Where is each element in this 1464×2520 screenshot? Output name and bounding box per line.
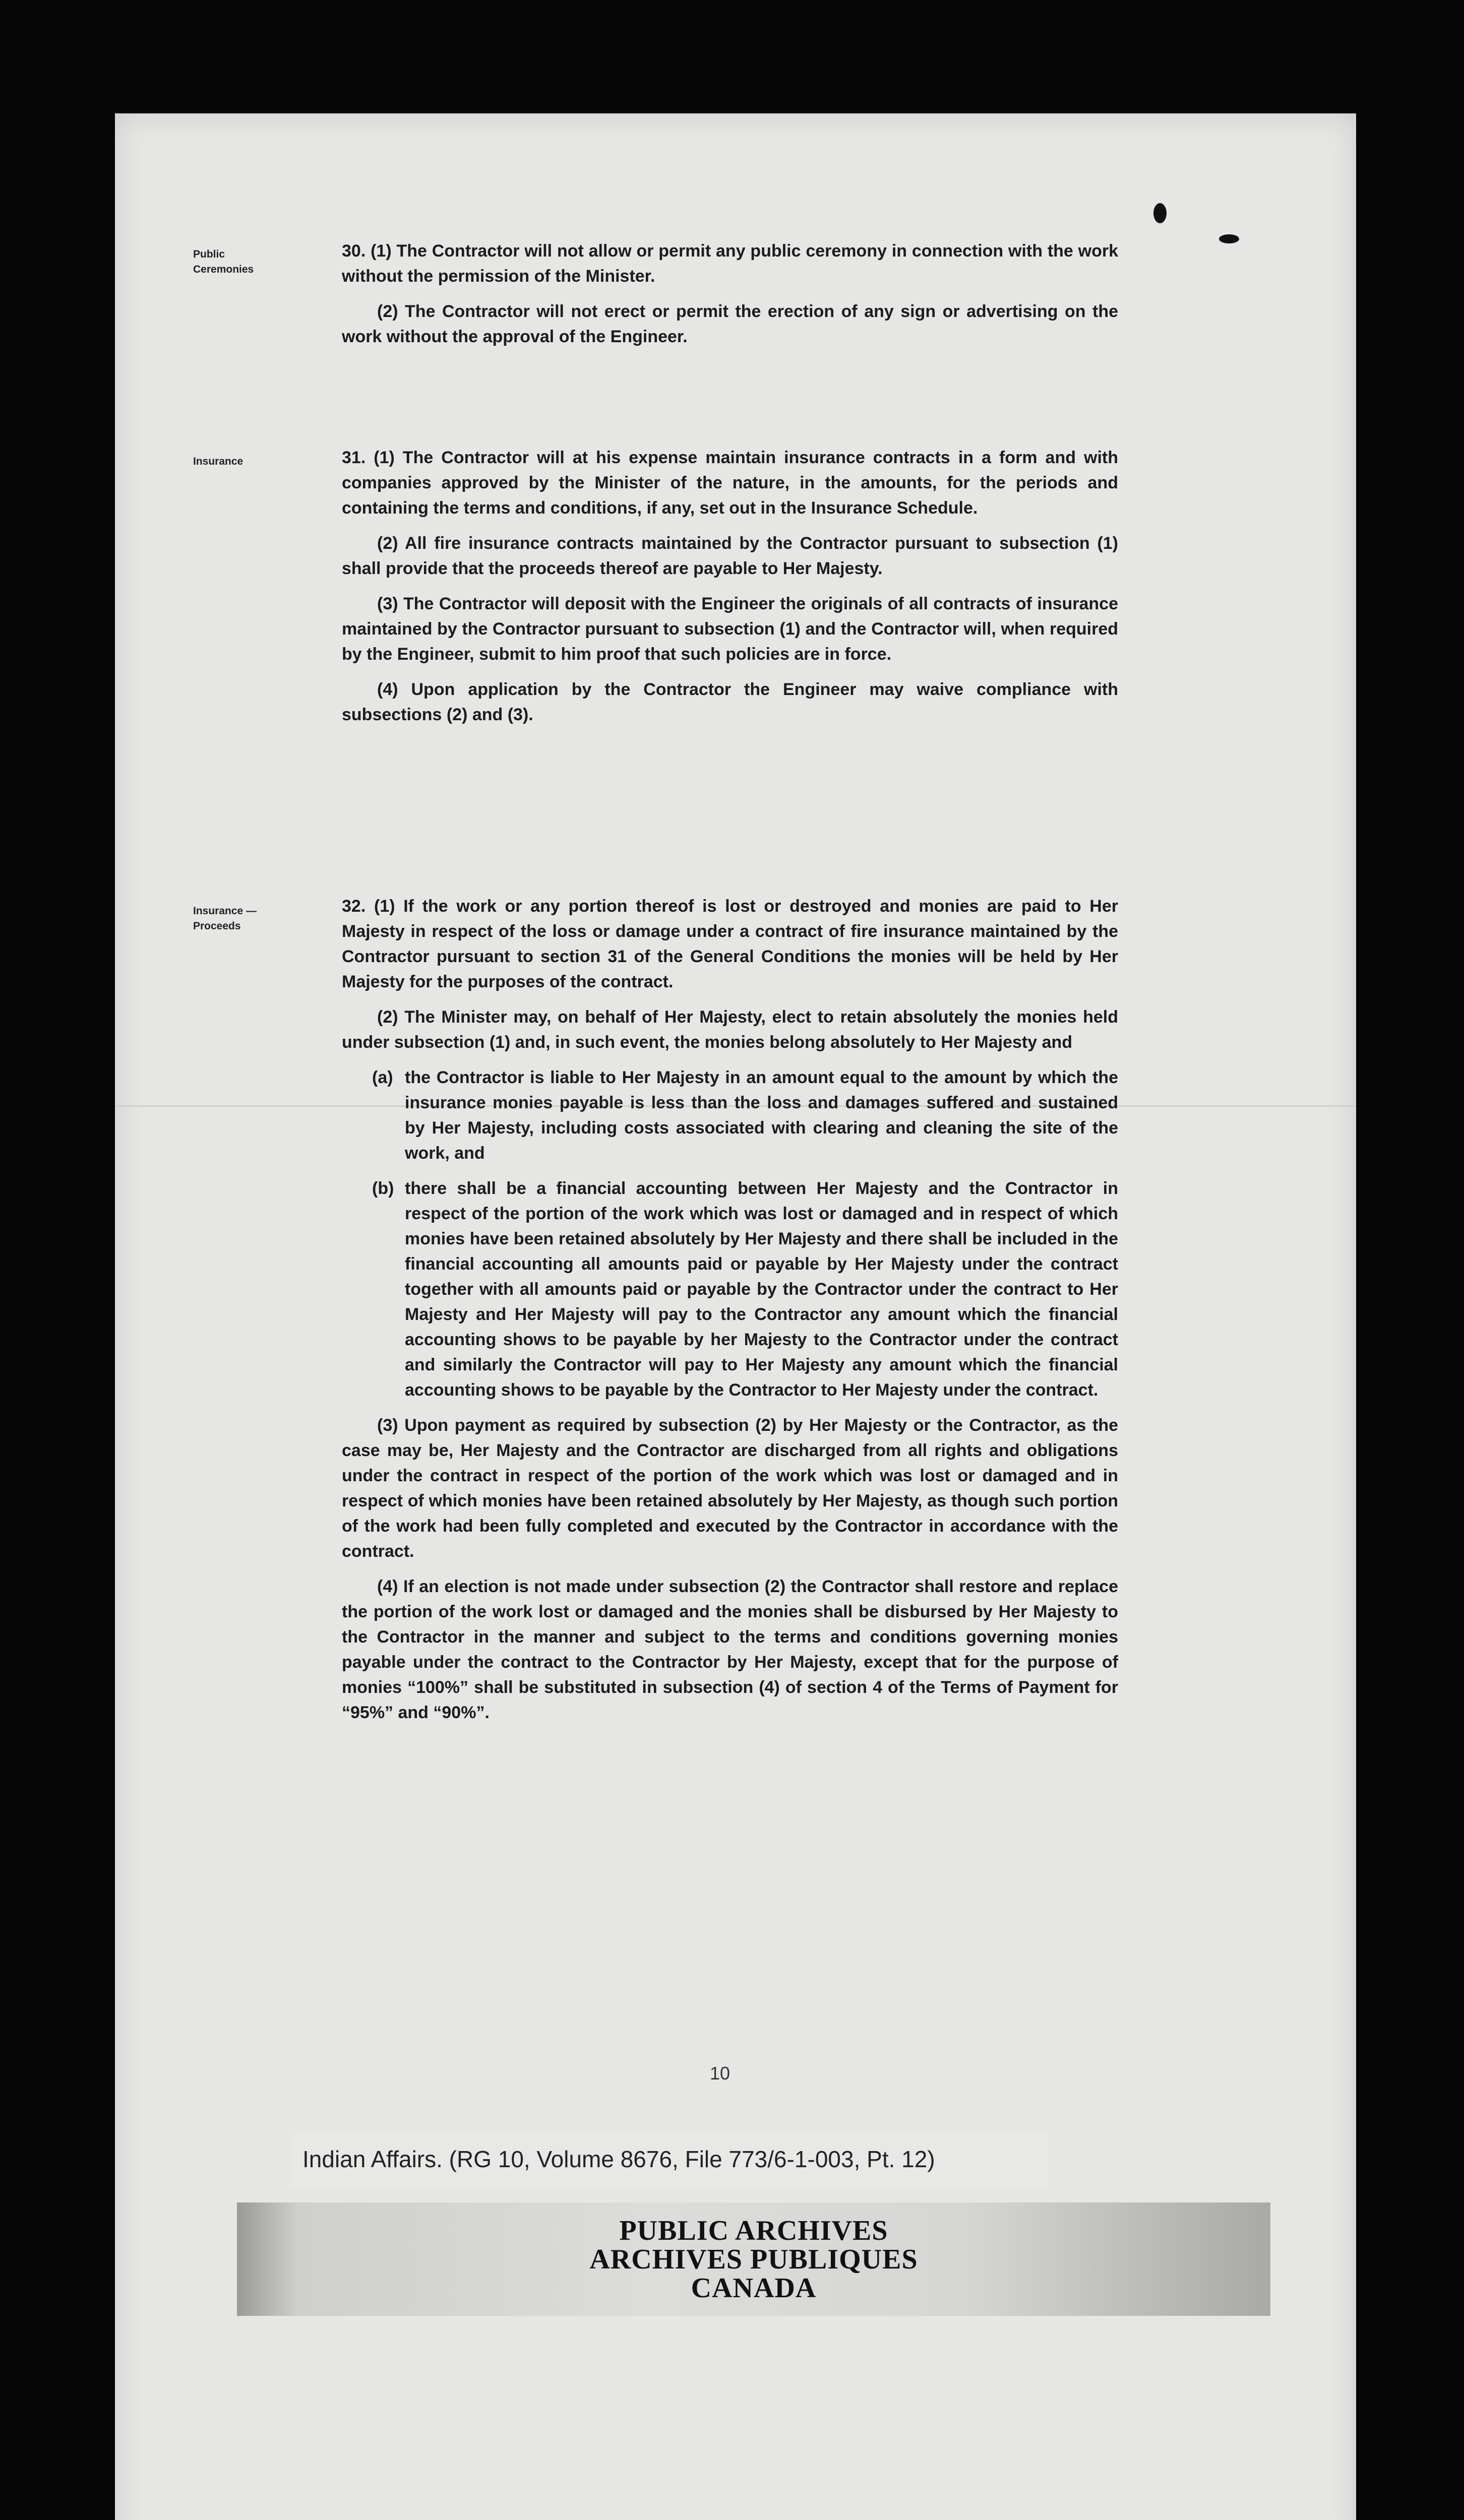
paragraph: 32. (1) If the work or any portion thereof is lost or destroyed and monies are paid to Her Majesty in respect of the loss or damage under a contract of fire insurance maintained by the Contractor pursuant to section 31 of the General Conditions the monies will be held by Her Majesty for the purposes of the contract. — [342, 897, 1118, 991]
paragraph: 30. (1) The Contractor will not allow or permit any public ceremony in connection with the work without the permission of the Minister. — [342, 241, 1118, 286]
paragraph: (3) The Contractor will deposit with the Engineer the originals of all contracts of insurance maintained by the Contractor pursuant to subsection (1) and the Contractor will, when required by the Engineer, submit to him proof that such policies are in force. — [342, 594, 1118, 664]
paragraph: (2) The Contractor will not erect or permit the erection of any sign or advertising on the work without the approval of the Engineer. — [342, 302, 1118, 346]
paragraph: (2) The Minister may, on behalf of Her Majesty, elect to retain absolutely the monies held under subsection (1) and, in such event, the monies belong absolutely to Her Majesty and — [342, 1007, 1118, 1052]
stamp-text — [237, 2217, 1270, 2303]
list-item-text: there shall be a financial accounting between Her Majesty and the Contractor in respect of the portion of the work which was lost or damaged and in respect of which monies have been retained absolutely by Her Majesty and there shall be included in the financial accounting all amounts paid or payable by Her Majesty under the contract together with all amounts paid or payable by the Contractor under the contract to Her Majesty and Her Majesty will pay to the Contractor any amount which the financial accounting shows to be payable by her Majesty to the Contractor under the contract and similarly the Contractor will pay to Her Majesty any amount which the financial accounting shows to be payable by the Contractor to Her Majesty under the contract. — [405, 1179, 1118, 1400]
archive-reference-caption: Indian Affairs. (RG 10, Volume 8676, File 773/6-1-003, Pt. 12) — [290, 2130, 1049, 2188]
paragraph: 31. (1) The Contractor will at his expense maintain insurance contracts in a form and with companies approved by the Minister of the nature, in the amounts, for the periods and containing the terms and conditions, if any, set out in the Insurance Schedule. — [342, 448, 1118, 518]
archives-stamp — [237, 2202, 1270, 2316]
margin-heading-insurance — [193, 454, 314, 469]
stamp-line: PUBLIC ARCHIVES — [619, 2215, 888, 2246]
page-number: 10 — [710, 2063, 730, 2084]
stamp-line: ARCHIVES PUBLIQUES — [589, 2244, 918, 2275]
list-item — [342, 1065, 1118, 1166]
list-item-label: (a) — [372, 1068, 393, 1087]
margin-heading-line: Insurance — [193, 456, 243, 467]
ink-smudge — [1219, 234, 1239, 243]
section-31-text — [342, 445, 1118, 737]
margin-heading-line: Ceremonies — [193, 264, 254, 275]
margin-heading-insurance-proceeds — [193, 904, 314, 934]
paragraph: (4) Upon application by the Contractor the Engineer may waive compliance with subsections (2) and (3). — [342, 680, 1118, 724]
margin-heading-line: Public — [193, 248, 225, 260]
paragraph: (4) If an election is not made under subsection (2) the Contractor shall restore and replace the portion of the work lost or damaged and the monies shall be disbursed by Her Majesty to the Contractor in the manner and subject to the terms and conditions governing monies payable under the contract to the Contractor by Her Majesty, except that for the purpose of monies “100%” shall be substituted in subsection (4) of section 4 of the Terms of Payment for “95%” and “90%”. — [342, 1577, 1118, 1722]
list-item — [342, 1176, 1118, 1403]
section-30-text — [342, 238, 1118, 359]
ink-smudge — [1153, 203, 1167, 223]
list-item-text: the Contractor is liable to Her Majesty in an amount equal to the amount by which the insurance monies payable is less than the loss and damages suffered and sustained by Her Majesty, including costs associated with clearing and cleaning the site of the work, and — [405, 1068, 1118, 1163]
margin-heading-line: Proceeds — [193, 920, 241, 932]
paragraph: (3) Upon payment as required by subsection (2) by Her Majesty or the Contractor, as the case may be, Her Majesty and the Contractor are discharged from all rights and obligations under the contract in respect of the portion of the work which was lost or damaged and in respect of which monies have been retained absolutely by Her Majesty, as though such portion of the work had been fully completed and executed by the Contractor in accordance with the contract. — [342, 1416, 1118, 1561]
paragraph: (2) All fire insurance contracts maintained by the Contractor pursuant to subsection (1) shall provide that the proceeds thereof are payable to Her Majesty. — [342, 534, 1118, 578]
section-32-text — [342, 894, 1118, 1735]
stamp-line: CANADA — [691, 2273, 817, 2304]
list-item-label: (b) — [372, 1179, 394, 1198]
margin-heading-public-ceremonies — [193, 247, 314, 277]
margin-heading-line: Insurance — — [193, 905, 257, 917]
